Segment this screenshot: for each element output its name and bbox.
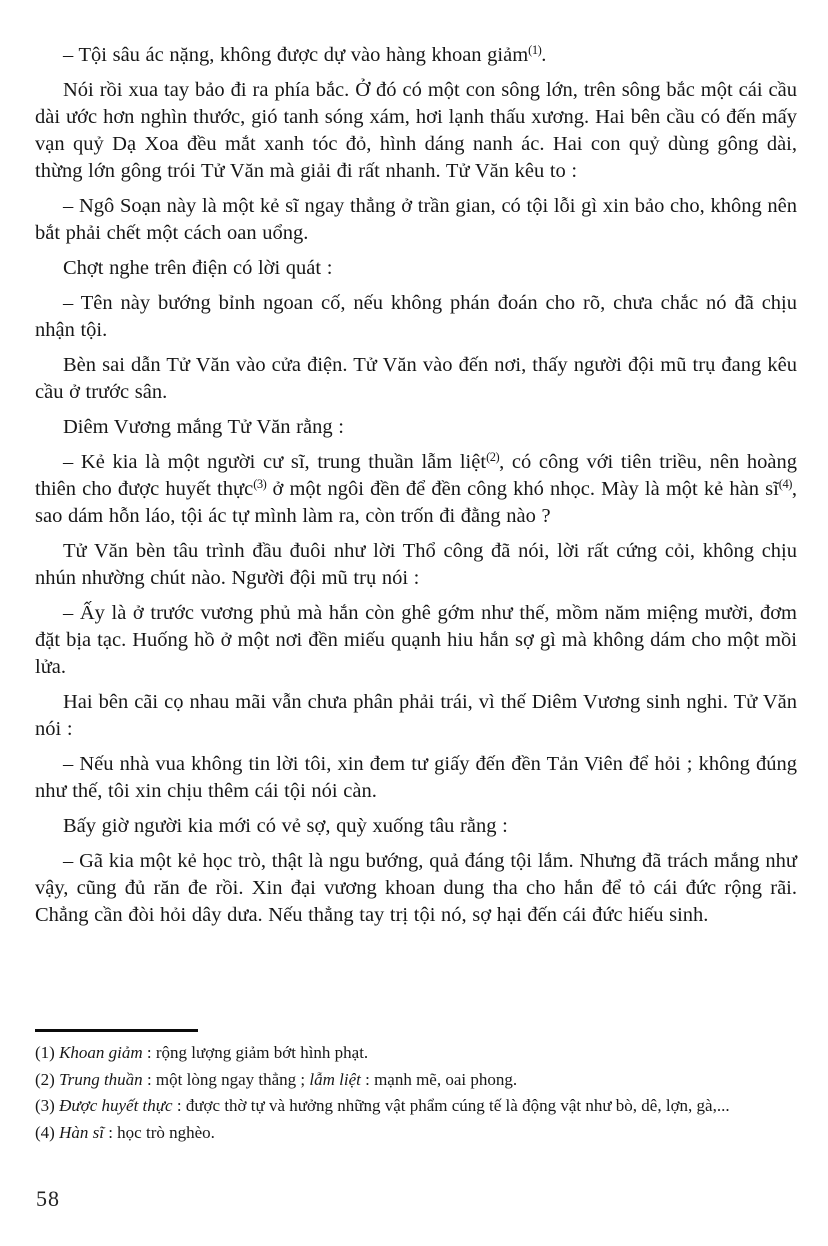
- paragraph: [35, 77, 797, 185]
- footnote-term: Khoan giảm: [59, 1043, 143, 1062]
- text-run: – Gã kia một kẻ học trò, thật là ngu bướng, quả đáng tội lắm. Nhưng đã trách mắng như vậy, cũng đủ răn đe rồi. Xin đại vương khoan dung tha cho hắn để tỏ cái đức rộng rãi. Chẳng cần đòi hỏi dây dưa. Nếu thẳng tay trị tội nó, sợ hại đến cái đức hiếu sinh.: [35, 850, 797, 926]
- footnote-term: Hàn sĩ: [59, 1122, 104, 1142]
- page-body-text: [35, 42, 797, 937]
- text-run: Tử Văn bèn tâu trình đầu đuôi như lời Thổ công đã nói, lời rất cứng cỏi, không chịu nhún nhường chút nào. Người đội mũ trụ nói :: [35, 540, 797, 589]
- footnote-ref-marker: (1): [528, 43, 542, 57]
- footnote-item: [35, 1094, 800, 1119]
- paragraph: [35, 414, 797, 441]
- page-number: 58: [36, 1186, 60, 1211]
- text-run: Chợt nghe trên điện có lời quát :: [63, 257, 333, 279]
- footnote-term: Trung thuần: [59, 1069, 143, 1089]
- paragraph: [35, 813, 797, 840]
- paragraph: [35, 751, 797, 805]
- text-run: : một lòng ngay thẳng ;: [142, 1069, 310, 1089]
- footnote-ref-marker: (3): [253, 477, 267, 491]
- paragraph: [35, 193, 797, 247]
- text-run: (3): [35, 1096, 60, 1115]
- text-run: – Ngô Soạn này là một kẻ sĩ ngay thẳng ở trần gian, có tội lỗi gì xin bảo cho, không nên bắt phải chết một cách oan uổng.: [35, 195, 797, 244]
- footnote-item: [35, 1041, 800, 1066]
- text-run: Diêm Vương mắng Tử Văn rằng :: [63, 416, 344, 438]
- footnote-item: [35, 1068, 800, 1093]
- paragraph: [35, 600, 797, 681]
- footnote-item: [35, 1121, 800, 1146]
- text-run: Bấy giờ người kia mới có vẻ sợ, quỳ xuống tâu rằng :: [63, 815, 508, 837]
- text-run: – Nếu nhà vua không tin lời tôi, xin đem tư giấy đến đền Tản Viên để hỏi ; không đúng như thế, tôi xin chịu thêm cái tội nói càn.: [35, 753, 797, 802]
- paragraph: [35, 848, 797, 929]
- text-run: (4): [35, 1122, 60, 1142]
- text-run: ở một ngôi đền để đền công khó nhọc. Mày là một kẻ hàn sĩ: [266, 478, 779, 500]
- text-run: Nói rồi xua tay bảo đi ra phía bắc. Ở đó có một con sông lớn, trên sông bắc một cái cầu dài ước hơn nghìn thước, gió tanh sóng xám, hơi lạnh thấu xương. Hai bên cầu có đến mấy vạn quỷ Dạ Xoa đều mắt xanh tóc đỏ, hình dáng nanh ác. Hai con quỷ dùng gông dài, thừng lớn gông trói Tử Văn mà giải đi rất nhanh. Tử Văn kêu to :: [35, 79, 797, 182]
- text-run: : được thờ tự và hưởng những vật phẩm cúng tế là động vật như bò, dê, lợn, gà,...: [172, 1096, 730, 1115]
- footnote-divider-rule: [35, 1029, 198, 1032]
- text-run: (1): [35, 1043, 60, 1062]
- footnotes-block: [35, 1041, 800, 1147]
- text-run: : rộng lượng giảm bớt hình phạt.: [142, 1043, 369, 1062]
- text-run: – Tên này bướng bỉnh ngoan cố, nếu không phán đoán cho rõ, chưa chắc nó đã chịu nhận tội.: [35, 292, 797, 341]
- paragraph: [35, 689, 797, 743]
- text-run: Bèn sai dẫn Tử Văn vào cửa điện. Tử Văn vào đến nơi, thấy người đội mũ trụ đang kêu cầu ở trước sân.: [35, 354, 797, 403]
- footnote-ref-marker: (4): [778, 477, 792, 491]
- footnote-ref-marker: (2): [486, 450, 500, 464]
- footnote-term: lẫm liệt: [309, 1069, 361, 1089]
- text-run: – Ấy là ở trước vương phủ mà hắn còn ghê gớm như thế, mồm năm miệng mười, đơm đặt bịa tạc. Huống hồ ở một nơi đền miếu quạnh hiu hắn sợ gì mà không dám cho một mồi lửa.: [35, 602, 797, 678]
- paragraph: [35, 538, 797, 592]
- paragraph: [35, 290, 797, 344]
- paragraph: [35, 449, 797, 530]
- text-run: , có công với tiên triều, nên hoàng thiên cho được huyết thực: [35, 451, 798, 500]
- paragraph: [35, 255, 797, 282]
- text-run: Hai bên cãi cọ nhau mãi vẫn chưa phân phải trái, vì thế Diêm Vương sinh nghi. Tử Văn nói :: [35, 691, 797, 740]
- footnote-term: Được huyết thực: [59, 1096, 173, 1115]
- text-run: : học trò nghèo.: [103, 1122, 215, 1142]
- text-run: : mạnh mẽ, oai phong.: [360, 1069, 518, 1089]
- paragraph: [35, 42, 797, 69]
- text-run: .: [541, 44, 547, 66]
- paragraph: [35, 352, 797, 406]
- text-run: (2): [35, 1069, 60, 1089]
- text-run: , sao dám hỗn láo, tội ác tự mình làm ra, còn trốn đi đằng nào ?: [35, 478, 797, 527]
- text-run: – Kẻ kia là một người cư sĩ, trung thuần lẫm liệt: [63, 451, 487, 473]
- text-run: – Tội sâu ác nặng, không được dự vào hàng khoan giảm: [63, 44, 529, 66]
